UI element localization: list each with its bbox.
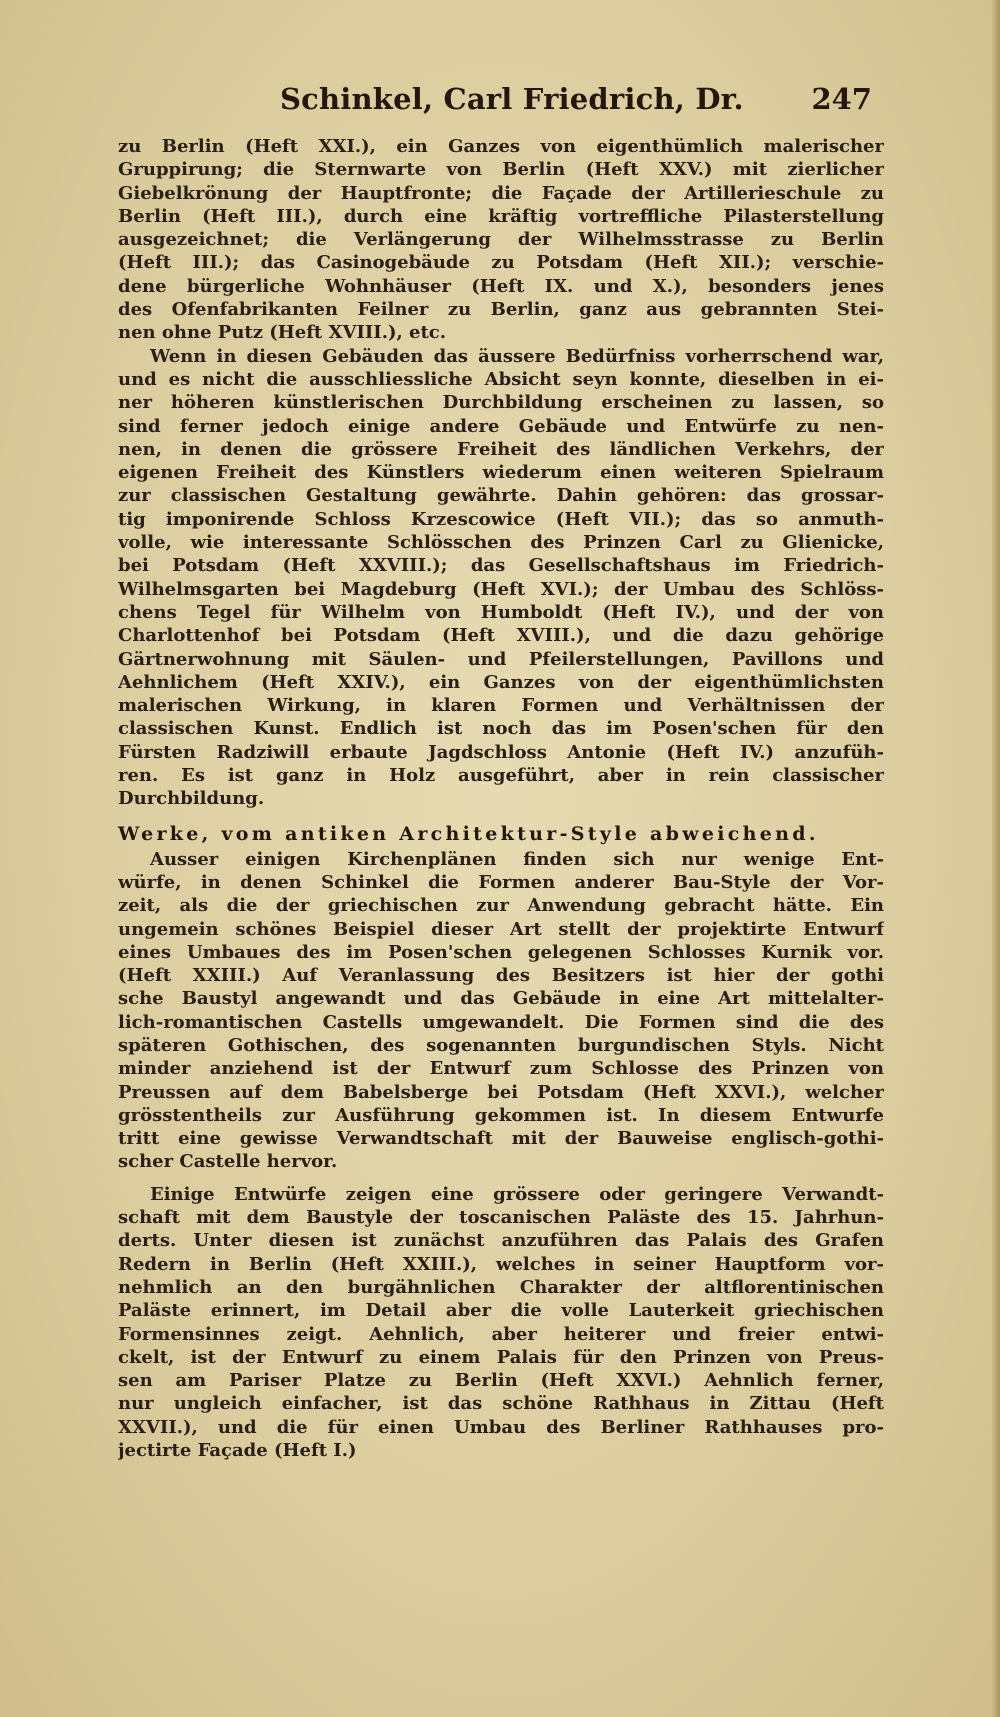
text-line: volle, wie interessante Schlösschen des Prinzen Carl zu Glienicke,	[118, 532, 884, 554]
text-line: sche Baustyl angewandt und das Gebäude in eine Art mittelalter-	[118, 988, 884, 1010]
text-line: Durchbildung.	[118, 788, 265, 810]
header-title: Schinkel, Carl Friedrich, Dr.	[280, 82, 744, 116]
text-line: Wilhelmsgarten bei Magdeburg (Heft XVI.); der Umbau des Schlöss-	[118, 578, 884, 600]
text-line: sen am Pariser Platze zu Berlin (Heft XXVI.) Aehnlich ferner,	[118, 1370, 884, 1392]
paragraph	[118, 848, 884, 1174]
text-line: ren. Es ist ganz in Holz ausgeführt, aber in rein classischer	[118, 765, 884, 787]
text-line: eines Umbaues des im Posen'schen gelegenen Schlosses Kurnik vor.	[118, 941, 884, 963]
text-line: ckelt, ist der Entwurf zu einem Palais für den Prinzen von Preus-	[118, 1346, 884, 1368]
text-line: Gruppirung; die Sternwarte von Berlin (Heft XXV.) mit zierlicher	[118, 159, 884, 181]
text-line: nur ungleich einfacher, ist das schöne Rathhaus in Zittau (Heft	[118, 1393, 884, 1415]
running-header	[120, 82, 880, 122]
text-line: Berlin (Heft III.), durch eine kräftig vortreffliche Pilasterstellung	[118, 205, 884, 227]
text-line: bei Potsdam (Heft XXVIII.); das Gesellschaftshaus im Friedrich-	[118, 555, 884, 577]
text-line: Paläste erinnert, im Detail aber die volle Lauterkeit griechischen	[118, 1300, 884, 1322]
page-edge-shadow	[992, 0, 1000, 1717]
paragraph	[118, 1183, 884, 1463]
text-line: ungemein schönes Beispiel dieser Art stellt der projektirte Entwurf	[118, 918, 884, 940]
text-line: nen ohne Putz (Heft XVIII.), etc.	[118, 322, 447, 344]
body-text	[118, 135, 884, 1695]
text-line: Fürsten Radziwill erbaute Jagdschloss Antonie (Heft IV.) anzufüh-	[118, 741, 884, 763]
text-line: zu Berlin (Heft XXI.), ein Ganzes von eigenthümlich malerischer	[118, 136, 884, 157]
text-line: chens Tegel für Wilhelm von Humboldt (Heft IV.), und der von	[118, 601, 884, 623]
text-line: nehmlich an den burgähnlichen Charakter der altflorentinischen	[118, 1276, 884, 1298]
text-line: tig imponirende Schloss Krzescowice (Heft VII.); das so anmuth-	[118, 508, 884, 530]
page-number: 247	[811, 82, 872, 116]
text-line: Wenn in diesen Gebäuden das äussere Bedürfniss vorherrschend war,	[150, 345, 884, 367]
text-line: Ausser einigen Kirchenplänen finden sich nur wenige Ent-	[150, 848, 884, 870]
text-line: jectirte Façade (Heft I.)	[118, 1440, 357, 1462]
text-line: Giebelkrönung der Hauptfronte; die Façade der Artillerieschule zu	[118, 182, 884, 204]
paragraph	[118, 345, 884, 811]
text-line: derts. Unter diesen ist zunächst anzuführen das Palais des Grafen	[118, 1230, 884, 1252]
text-line: (Heft XXIII.) Auf Veranlassung des Besitzers ist hier der gothi	[118, 965, 884, 987]
text-line: sind ferner jedoch einige andere Gebäude und Entwürfe zu nen-	[118, 415, 884, 437]
text-line: zeit, als die der griechischen zur Anwendung gebracht hätte. Ein	[118, 895, 884, 917]
text-line: würfe, in denen Schinkel die Formen anderer Bau-Style der Vor-	[118, 871, 884, 893]
text-line: XXVII.), und die für einen Umbau des Berliner Rathhauses pro-	[118, 1416, 884, 1438]
text-line: eigenen Freiheit des Künstlers wiederum einen weiteren Spielraum	[118, 462, 884, 484]
text-line: ausgezeichnet; die Verlängerung der Wilhelmsstrasse zu Berlin	[118, 229, 884, 251]
text-line: Formensinnes zeigt. Aehnlich, aber heiterer und freier entwi-	[118, 1323, 884, 1345]
text-line: minder anziehend ist der Entwurf zum Schlosse des Prinzen von	[118, 1058, 884, 1080]
text-line: ner höheren künstlerischen Durchbildung erscheinen zu lassen, so	[118, 392, 884, 414]
text-line: classischen Kunst. Endlich ist noch das im Posen'schen für den	[118, 718, 884, 740]
text-line: grösstentheils zur Ausführung gekommen ist. In diesem Entwurfe	[118, 1104, 884, 1126]
text-line: schaft mit dem Baustyle der toscanischen Paläste des 15. Jahrhun-	[118, 1207, 884, 1229]
text-line: dene bürgerliche Wohnhäuser (Heft IX. und X.), besonders jenes	[118, 275, 884, 297]
text-line: Gärtnerwohnung mit Säulen- und Pfeilerstellungen, Pavillons und	[118, 648, 884, 670]
text-line: lich-romantischen Castells umgewandelt. Die Formen sind die des	[118, 1011, 884, 1033]
text-line: Redern in Berlin (Heft XXIII.), welches in seiner Hauptform vor-	[118, 1253, 884, 1275]
text-line: Einige Entwürfe zeigen eine grössere oder geringere Verwandt-	[150, 1183, 884, 1205]
text-line: nen, in denen die grössere Freiheit des ländlichen Verkehrs, der	[118, 438, 884, 460]
text-line: Preussen auf dem Babelsberge bei Potsdam (Heft XXVI.), welcher	[118, 1081, 884, 1103]
text-line: Charlottenhof bei Potsdam (Heft XVIII.), und die dazu gehörige	[118, 625, 884, 647]
text-line: (Heft III.); das Casinogebäude zu Potsdam (Heft XII.); verschie-	[118, 252, 884, 274]
text-line: Aehnlichem (Heft XXIV.), ein Ganzes von der eigenthümlichsten	[118, 671, 884, 693]
text-line: malerischen Wirkung, in klaren Formen und Verhältnissen der	[118, 695, 884, 717]
text-line: zur classischen Gestaltung gewährte. Dahin gehören: das grossar-	[118, 485, 884, 507]
text-line: des Ofenfabrikanten Feilner zu Berlin, ganz aus gebrannten Stei-	[118, 299, 884, 321]
text-line: scher Castelle hervor.	[118, 1151, 338, 1173]
section-heading: Werke, vom antiken Architektur-Style abweichend.	[118, 822, 819, 845]
text-line: tritt eine gewisse Verwandtschaft mit der Bauweise englisch-gothi-	[118, 1128, 884, 1150]
paragraph	[118, 135, 884, 345]
text-line: und es nicht die ausschliessliche Absicht seyn konnte, dieselben in ei-	[118, 368, 884, 390]
text-line: späteren Gothischen, des sogenannten burgundischen Styls. Nicht	[118, 1034, 884, 1056]
